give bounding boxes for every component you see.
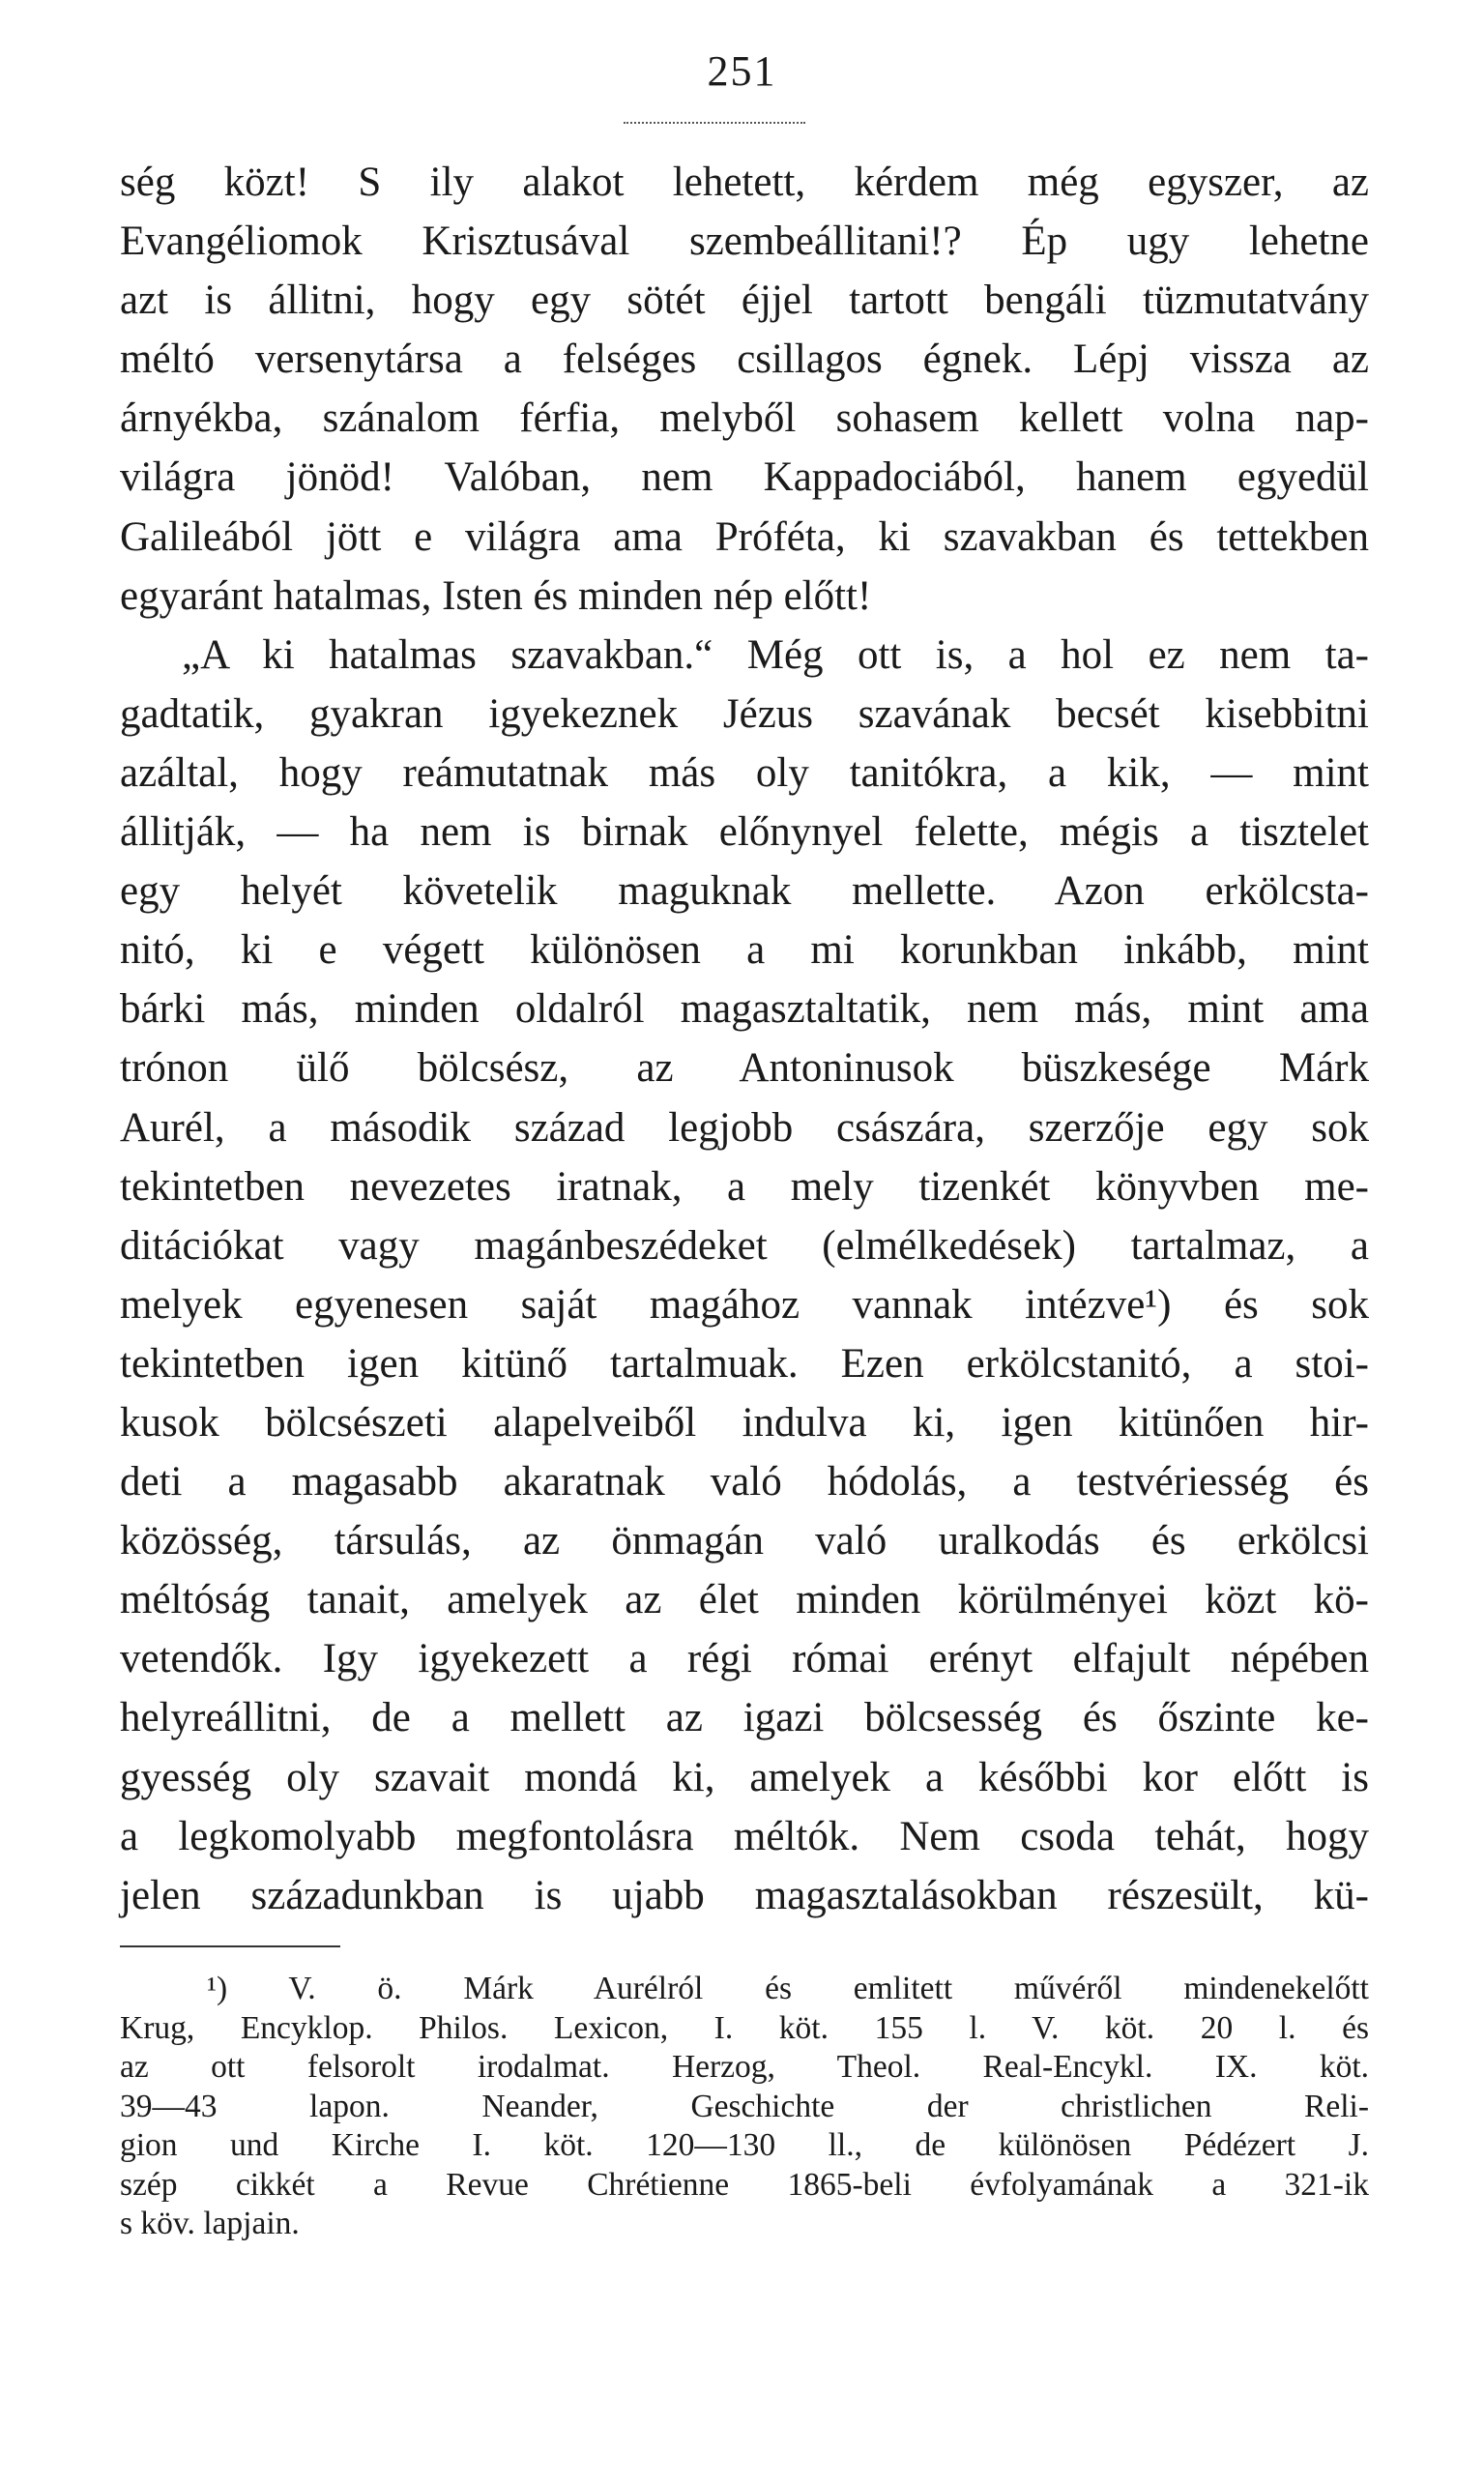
footnote-line: Krug, Encyklop. Philos. Lexicon, I. köt. 155 l. V. köt. 20 l. és xyxy=(120,2009,1369,2046)
footnote-line: s köv. lapjain. xyxy=(120,2206,300,2241)
footnotes xyxy=(120,1970,1369,2244)
text-line: egyaránt hatalmas, Isten és minden nép előtt! xyxy=(120,572,872,619)
text-line: melyek egyenesen saját magához vannak intézve¹) és sok xyxy=(120,1281,1369,1328)
text-line: állitják, — ha nem is birnak előnynyel felette, mégis a tisztelet xyxy=(120,809,1369,856)
text-line: közösség, társulás, az önmagán való uralkodás és erkölcsi xyxy=(120,1518,1369,1564)
text-line: árnyékba, szánalom férfia, melyből sohasem kellett volna nap- xyxy=(120,395,1369,442)
footnote-line: 39—43 lapon. Neander, Geschichte der christlichen Reli- xyxy=(120,2088,1369,2124)
text-line: tekintetben nevezetes iratnak, a mely tizenkét könyvben me- xyxy=(120,1163,1369,1210)
text-line: vetendők. Igy igyekezett a régi római erényt elfajult népében xyxy=(120,1636,1369,1682)
text-line: gyesség oly szavait mondá ki, amelyek a későbbi kor előtt is xyxy=(120,1754,1369,1800)
text-line: Galileából jött e világra ama Próféta, ki szavakban és tettekben xyxy=(120,513,1369,560)
footnote-line: ¹) V. ö. Márk Aurélról és emlitett művéről mindenekelőtt xyxy=(207,1971,1369,2006)
text-line: Aurél, a második század legjobb császára, szerzője egy sok xyxy=(120,1104,1369,1151)
text-line: „A ki hatalmas szavakban.“ Még ott is, a hol ez nem ta- xyxy=(182,631,1369,678)
text-line: azáltal, hogy reámutatnak más oly tanitókra, a kik, — mint xyxy=(120,749,1369,796)
footnote-line: gion und Kirche I. köt. 120—130 ll., de különösen Pédézert J. xyxy=(120,2127,1369,2163)
text-line: nitó, ki e végett különösen a mi korunkban inkább, mint xyxy=(120,927,1369,974)
text-line: méltó versenytársa a felséges csillagos égnek. Lépj vissza az xyxy=(120,336,1369,383)
text-line: egy helyét követelik maguknak mellette. Azon erkölcsta- xyxy=(120,868,1369,915)
footnote-line: szép cikkét a Revue Chrétienne 1865-beli évfolyamának a 321-ik xyxy=(120,2166,1369,2203)
main-text xyxy=(120,153,1369,1925)
text-line: jelen századunkban is ujabb magasztalásokban részesült, kü- xyxy=(120,1872,1369,1918)
text-line: gadtatik, gyakran igyekeznek Jézus szavának becsét kisebbitni xyxy=(120,690,1369,737)
text-line: Evangéliomok Krisztusával szembeállitani!? Ép ugy lehetne xyxy=(120,219,1369,265)
page-number: 251 xyxy=(707,47,777,95)
text-line: világra jönöd! Valóban, nem Kappadociából, hanem egyedül xyxy=(120,454,1369,501)
text-line: méltóság tanait, amelyek az élet minden körülményei közt kö- xyxy=(120,1577,1369,1623)
text-line: ditációkat vagy magánbeszédeket (elmélkedések) tartalmaz, a xyxy=(120,1222,1369,1269)
text-line: deti a magasabb akaratnak való hódolás, a testvériesség és xyxy=(120,1459,1369,1506)
text-line: kusok bölcsészeti alapelveiből indulva ki, igen kitünően hir- xyxy=(120,1399,1369,1446)
text-line: a legkomolyabb megfontolásra méltók. Nem csoda tehát, hogy xyxy=(120,1813,1369,1859)
text-line: tekintetben igen kitünő tartalmuak. Ezen erkölcstanitó, a stoi- xyxy=(120,1340,1369,1387)
footnote-divider xyxy=(120,1945,340,1947)
text-line: bárki más, minden oldalról magasztaltatik, nem más, mint ama xyxy=(120,986,1369,1033)
page-number-ornament xyxy=(624,114,805,124)
text-line: helyreállitni, de a mellett az igazi bölcsesség és őszinte ke- xyxy=(120,1695,1369,1741)
text-line: trónon ülő bölcsész, az Antoninusok büszkesége Márk xyxy=(120,1045,1369,1092)
text-line: azt is állitni, hogy egy sötét éjjel tartott bengáli tüzmutatvány xyxy=(120,278,1369,324)
text-line: ség közt! S ily alakot lehetett, kérdem még egyszer, az xyxy=(120,160,1369,205)
footnote-line: az ott felsorolt irodalmat. Herzog, Theol. Real-Encykl. IX. köt. xyxy=(120,2049,1369,2085)
